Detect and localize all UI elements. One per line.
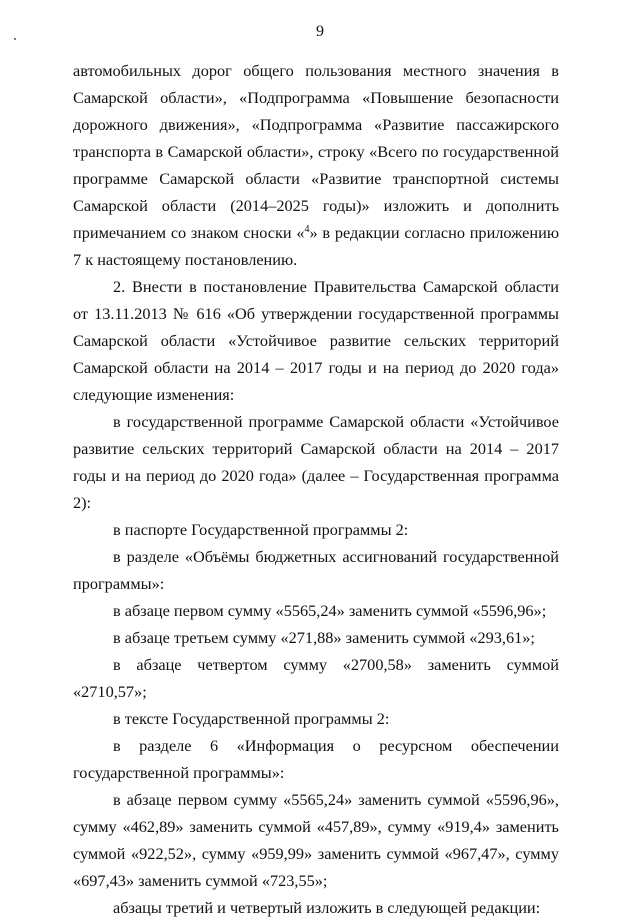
paragraph-first-abz: в абзаце первом сумму «5565,24» заменить суммой «5596,96»;	[113, 601, 547, 620]
paragraph-section-6: в разделе 6 «Информация о ресурсном обеспечении государственной программы»:	[73, 736, 559, 782]
paragraph-section-6-sums: в абзаце первом сумму «5565,24» заменить суммой «5596,96», сумму «462,89» заменить суммой «457,89», сумму «919,4» заменить суммой «922,52», сумму «959,99» заменить суммой «967,47», сумму «697,43» заменить суммой «723,55»;	[73, 790, 559, 890]
paragraph-text: » в редакции согласно приложению 7 к настоящему постановлению.	[73, 223, 559, 269]
page-number: 9	[316, 23, 324, 40]
paragraph-budget-section: в разделе «Объёмы бюджетных ассигнований государственной программы»:	[73, 547, 559, 593]
paragraph-passport: в паспорте Государственной программы 2:	[113, 520, 409, 539]
paragraph-third-abz: в абзаце третьем сумму «271,88» заменить суммой «293,61»;	[113, 628, 535, 647]
paragraph-item-2: 2. Внести в постановление Правительства Самарской области от 13.11.2013 № 616 «Об утверждении государственной программы Самарской области «Устойчивое развитие сельских территорий Самарской области на 2014 – 2017 годы и на период до 2020 года» следующие изменения:	[73, 277, 559, 404]
paragraph-new-edition: абзацы третий и четвертый изложить в следующей редакции:	[113, 898, 541, 917]
paragraph-fourth-abz: в абзаце четвертом сумму «2700,58» заменить суммой «2710,57»;	[73, 655, 559, 701]
paragraph-continuation	[73, 57, 559, 273]
document-body	[73, 57, 559, 921]
footnote-mark: 4	[304, 224, 310, 235]
paragraph-text: автомобильных дорог общего пользования местного значения в Самарской области», «Подпрограмма «Повышение безопасности дорожного движения», «Подпрограмма «Развитие пассажирского транспорта в Самарской области», строку «Всего по государственной программе Самарской области «Развитие транспортной системы Самарской области (2014–2025 годы)» изложить и дополнить примечанием со знаком сноски «	[73, 61, 559, 242]
paragraph-program-2: в государственной программе Самарской области «Устойчивое развитие сельских территорий Самарской области на 2014 – 2017 годы и на период до 2020 года» (далее – Государственная программа 2):	[73, 412, 559, 512]
paragraph-program-text: в тексте Государственной программы 2:	[113, 709, 390, 728]
